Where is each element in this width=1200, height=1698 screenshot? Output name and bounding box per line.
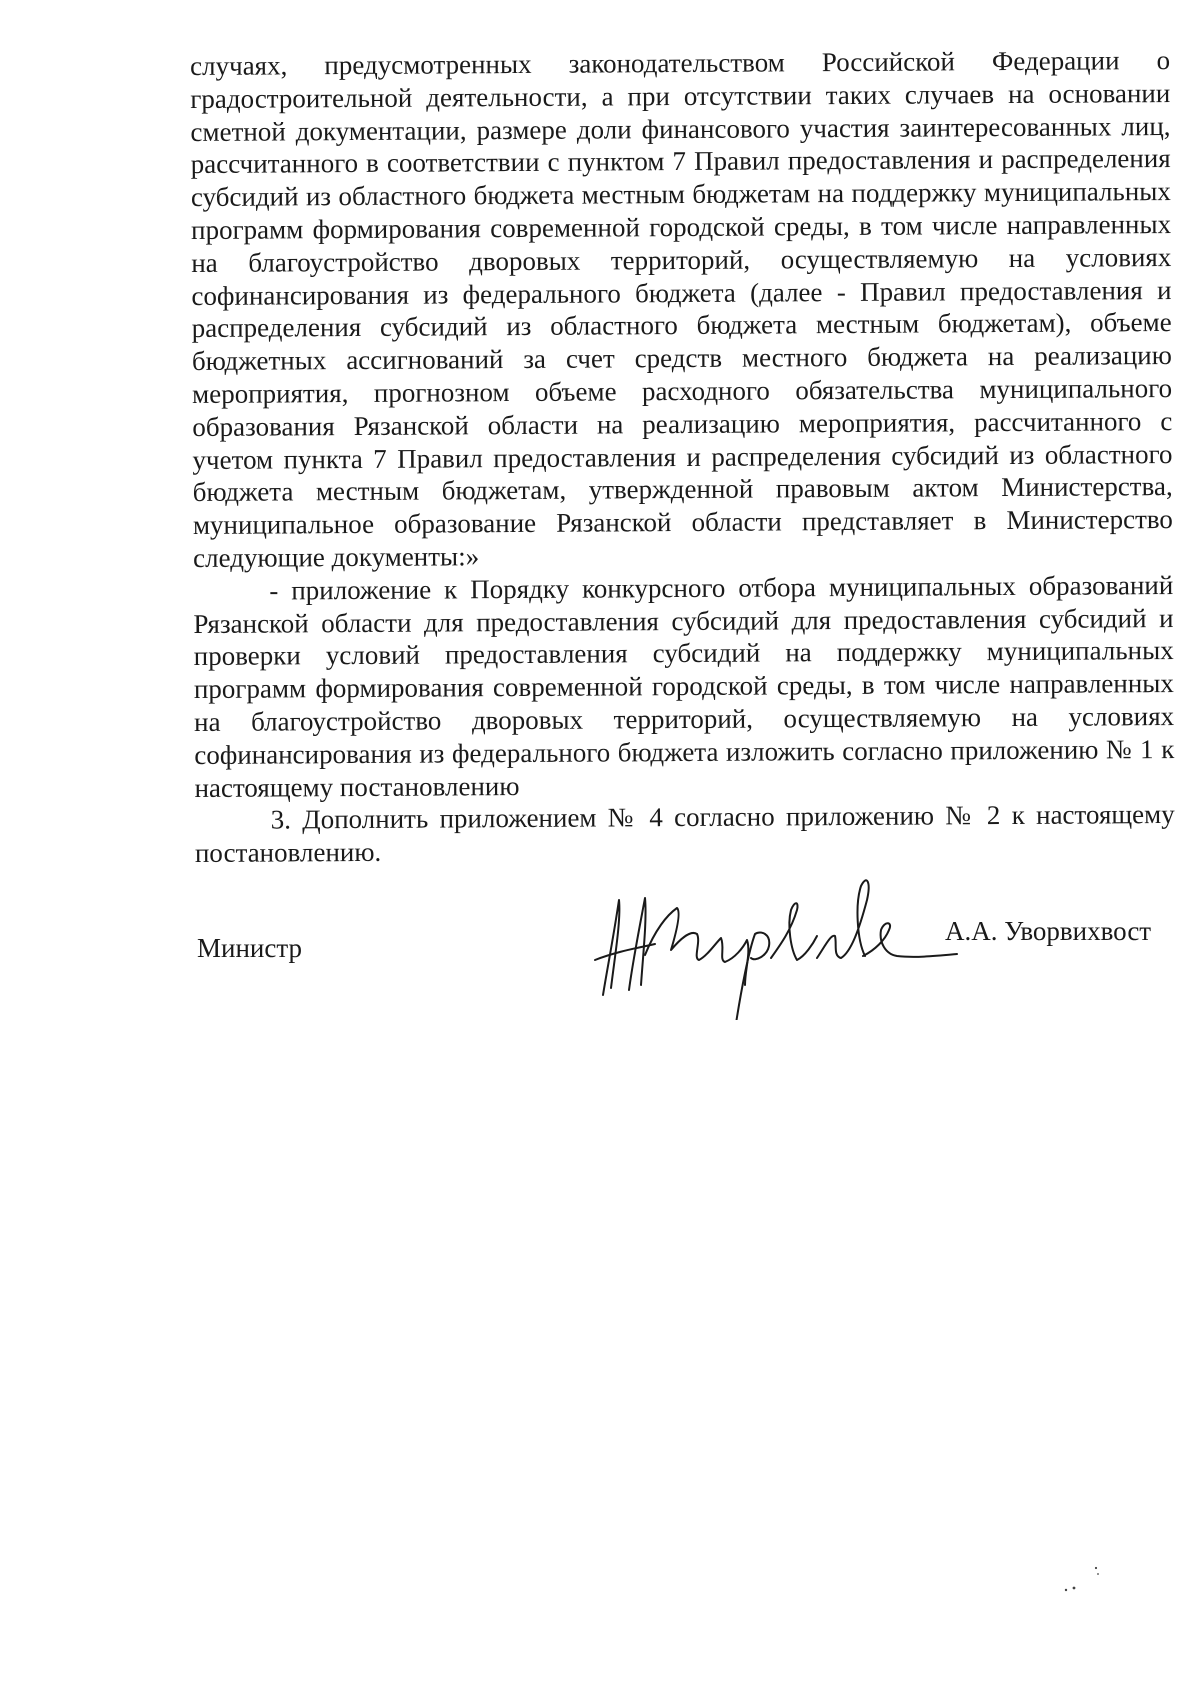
paragraph-item-3: 3. Дополнить приложением № 4 согласно приложению № 2 к настоящему постановлению. <box>194 799 1175 869</box>
paragraph-continuation: случаях, предусмотренных законодательством Российской Федерации о градостроительной деятельности, а при отсутствии таких случаев на основании сметной документации, размере доли финансового участия заинтересованных лиц, рассчитанного в соответствии с пунктом 7 Правил предоставления и распределения субсидий из областного бюджета местным бюджетам на поддержку муниципальных программ формирования современной городской среды, в том числе направленных на благоустройство дворовых территорий, осуществляемую на условиях софинансирования из федерального бюджета (далее - Правил предоставления и распределения субсидий из областного бюджета местным бюджетам), объеме бюджетных ассигнований за счет средств местного бюджета на реализацию мероприятия, прогнозном объеме расходного обязательства муниципального образования Рязанской области на реализацию мероприятия, рассчитанного с учетом пункта 7 Правил предоставления и распределения субсидий из областного бюджета местным бюджетам, утвержденной правовым актом Министерства, муниципальное образование Рязанской области представляет в Министерство следующие документы:» <box>190 45 1173 573</box>
document-body <box>190 44 1175 870</box>
signatory-name: А.А. Уворвихвост <box>945 916 1152 946</box>
handwritten-signature <box>585 860 965 1020</box>
scan-speck-marks <box>1060 1560 1120 1600</box>
paragraph-appendix-item: - приложение к Порядку конкурсного отбора муниципальных образований Рязанской области для предоставления субсидий для предоставления субсидий и проверки условий предоставления субсидий на поддержку муниципальных программ формирования современной городской среды, в том числе направленных на благоустройство дворовых территорий, осуществляемую на условиях софинансирования из федерального бюджета изложить согласно приложению № 1 к настоящему постановлению <box>193 569 1175 803</box>
signatory-position: Министр <box>197 933 302 963</box>
